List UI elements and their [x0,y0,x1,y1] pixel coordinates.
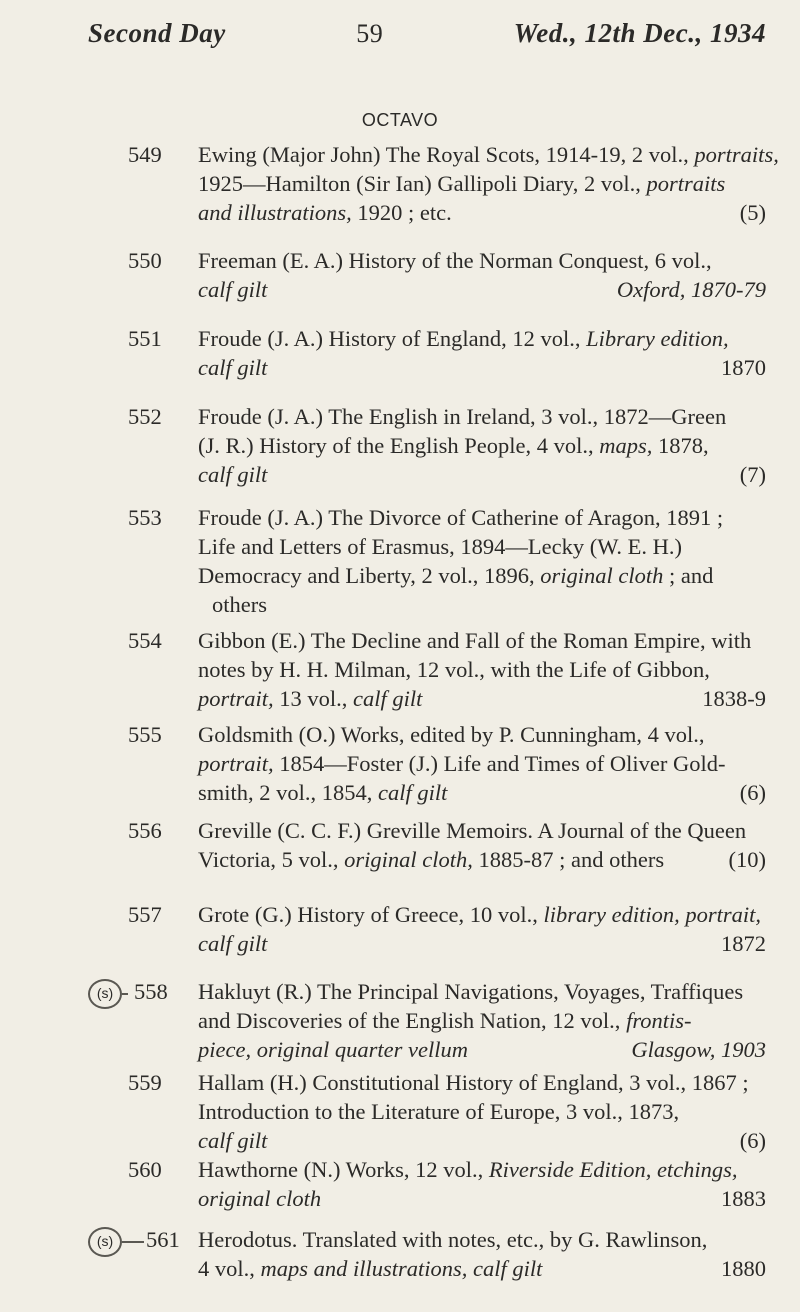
lot-number: 555 [128,722,162,747]
description-line: (J. R.) History of the English People, 4 vol., maps, 1878, [198,433,709,458]
description-line: calf gilt 1872 [198,931,766,956]
description-line: and illustrations, 1920 ; etc. (5) [198,200,766,225]
description-line: Democracy and Liberty, 2 vol., 1896, original cloth ; and [198,563,714,588]
description-line: calf gilt 1870 [198,355,766,380]
description-line: smith, 2 vol., 1854, calf gilt (6) [198,780,766,805]
description-line: original cloth 1883 [198,1186,766,1211]
description-line: portrait, 13 vol., calf gilt 1838-9 [198,686,766,711]
lot-description [198,626,766,713]
sale-date: Wed., 12th Dec., 1934 [513,18,766,48]
lot-number: 551 [128,326,162,351]
description-line: Froude (J. A.) The Divorce of Catherine of Aragon, 1891 ; [198,505,724,530]
description-line: others [212,592,267,617]
description-line: portrait, 1854—Foster (J.) Life and Times of Oliver Gold- [198,751,726,776]
description-line: calf gilt (7) [198,462,766,487]
description-line: Freeman (E. A.) History of the Norman Conquest, 6 vol., [198,248,712,273]
day-label: Second Day [88,18,226,48]
description-line: Hawthorne (N.) Works, 12 vol., Riverside Edition, etchings, [198,1157,738,1182]
description-line: Gibbon (E.) The Decline and Fall of the Roman Empire, with [198,628,752,653]
lot-description [198,900,766,958]
margin-mark-dash [122,1241,144,1243]
lot-number: 549 [128,142,162,167]
description-line: Greville (C. C. F.) Greville Memoirs. A Journal of the Queen [198,818,747,843]
lot-number: 560 [128,1157,162,1182]
description-line: Herodotus. Translated with notes, etc., by G. Rawlinson, [198,1227,708,1252]
description-line: notes by H. H. Milman, 12 vol., with the Life of Gibbon, [198,657,710,682]
section-title: OCTAVO [361,110,439,130]
description-line: Life and Letters of Erasmus, 1894—Lecky (W. E. H.) [198,534,683,559]
lot-description [198,324,766,382]
lot-number: 559 [128,1070,162,1095]
page-number: 59 [356,19,384,48]
lot-description [198,816,766,874]
lot-description [198,503,766,619]
description-line: and Discoveries of the English Nation, 12 vol., frontis- [198,1008,692,1033]
description-line: Introduction to the Literature of Europe, 3 vol., 1873, [198,1099,680,1124]
lot-description [198,1155,766,1213]
lot-number: 557 [128,902,162,927]
lot-number: 558 [134,979,168,1004]
description-line: Hakluyt (R.) The Principal Navigations, Voyages, Traffiques [198,979,744,1004]
lot-description [198,1068,766,1155]
description-line: calf gilt Oxford, 1870-79 [198,277,766,302]
margin-mark-icon: (s) [88,1227,122,1257]
lot-description [198,1225,766,1283]
lot-description [198,977,766,1064]
page-header [88,18,766,49]
lot-description [198,720,766,807]
lot-description [198,246,766,304]
lot-number: 556 [128,818,162,843]
lot-number: 552 [128,404,162,429]
lot-number: 553 [128,505,162,530]
description-line: Goldsmith (O.) Works, edited by P. Cunningham, 4 vol., [198,722,705,747]
description-line: 1925—Hamilton (Sir Ian) Gallipoli Diary, 2 vol., portraits [198,171,726,196]
description-line: Ewing (Major John) The Royal Scots, 1914-19, 2 vol., portraits, [198,142,779,167]
lot-number: 554 [128,628,162,653]
lot-number: 561 [146,1227,180,1252]
description-line: Froude (J. A.) The English in Ireland, 3 vol., 1872—Green [198,404,727,429]
description-line: Victoria, 5 vol., original cloth, 1885-87 ; and others (10) [198,847,766,872]
lot-number: 550 [128,248,162,273]
lot-description [198,402,766,489]
margin-mark-icon: (s) [88,979,122,1009]
description-line: Hallam (H.) Constitutional History of England, 3 vol., 1867 ; [198,1070,749,1095]
lot-description [198,140,779,227]
margin-mark-dash [122,993,128,995]
description-line: Froude (J. A.) History of England, 12 vol., Library edition, [198,326,729,351]
description-line: Grote (G.) History of Greece, 10 vol., library edition, portrait, [198,902,762,927]
description-line: 4 vol., maps and illustrations, calf gilt 1880 [198,1256,766,1281]
description-line: calf gilt (6) [198,1128,766,1153]
description-line: piece, original quarter vellum Glasgow, 1903 [198,1037,766,1062]
